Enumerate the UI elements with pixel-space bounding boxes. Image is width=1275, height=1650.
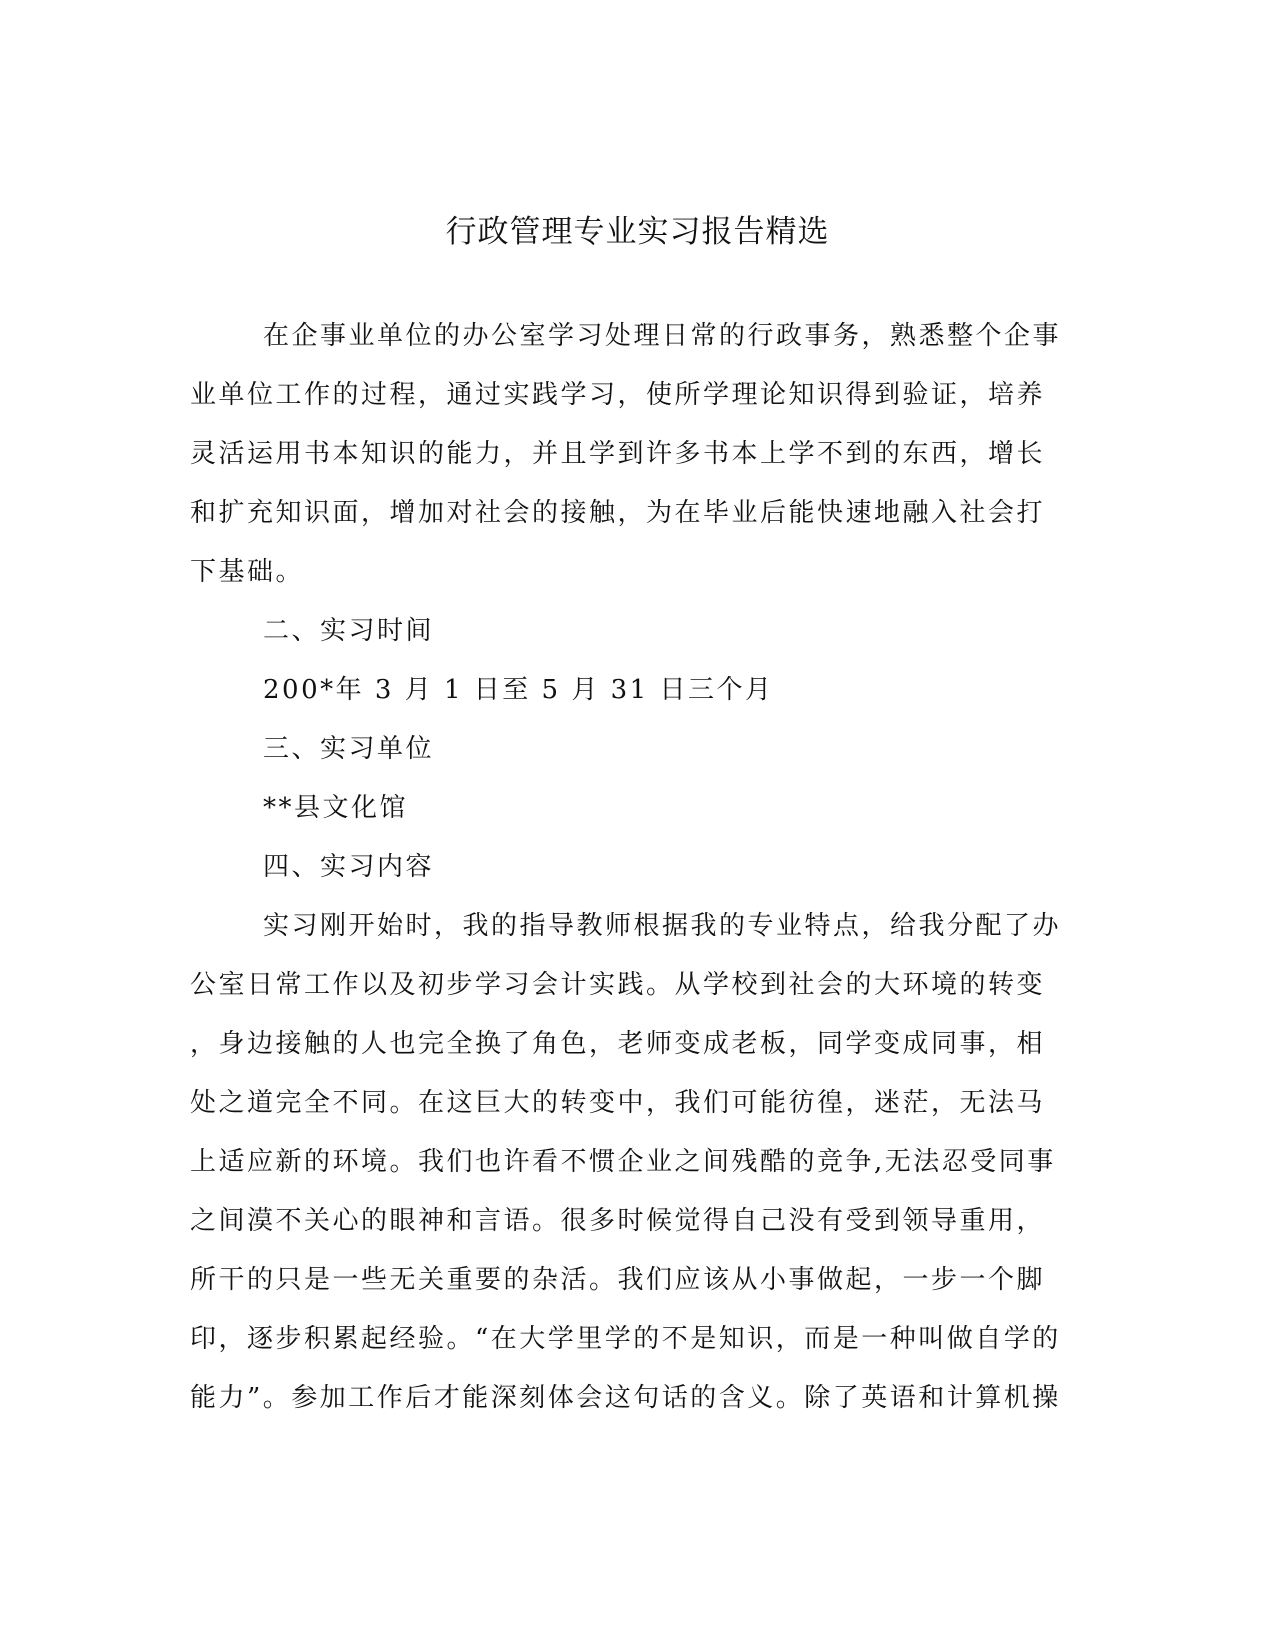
paragraph-line: 之间漠不关心的眼神和言语。很多时候觉得自己没有受到领导重用， [190,1206,1046,1236]
paragraph-line: 所干的只是一些无关重要的杂活。我们应该从小事做起，一步一个脚 [190,1265,1046,1295]
section-body: 200*年 3 月 1 日至 5 月 31 日三个月 [263,675,774,705]
paragraph-line: 能力”。参加工作后才能深刻体会这句话的含义。除了英语和计算机操 [190,1383,1061,1413]
paragraph-line: 在企事业单位的办公室学习处理日常的行政事务，熟悉整个企事 [263,321,1062,351]
document-title: 行政管理专业实习报告精选 [445,214,830,250]
paragraph-line: 实习刚开始时，我的指导教师根据我的专业特点，给我分配了办 [263,911,1062,941]
section-heading: 四、实习内容 [263,852,435,882]
paragraph-line: ，身边接触的人也完全换了角色，老师变成老板，同学变成同事，相 [190,1029,1046,1059]
paragraph-line: 下基础。 [190,557,305,587]
paragraph-line: 和扩充知识面，增加对社会的接触，为在毕业后能快速地融入社会打 [190,498,1046,528]
paragraph-line: 业单位工作的过程，通过实践学习，使所学理论知识得到验证，培养 [190,380,1046,410]
section-heading: 三、实习单位 [263,734,435,764]
paragraph-line: 处之道完全不同。在这巨大的转变中，我们可能彷徨，迷茫，无法马 [190,1088,1046,1118]
paragraph-line: 公室日常工作以及初步学习会计实践。从学校到社会的大环境的转变 [190,970,1046,1000]
paragraph-line: 上适应新的环境。我们也许看不惯企业之间残酷的竞争,无法忍受同事 [190,1147,1056,1177]
paragraph-line: 印，逐步积累起经验。“在大学里学的不是知识，而是一种叫做自学的 [190,1324,1061,1354]
section-body: **县文化馆 [263,793,409,823]
section-heading: 二、实习时间 [263,616,435,646]
paragraph-line: 灵活运用书本知识的能力，并且学到许多书本上学不到的东西，增长 [190,439,1046,469]
